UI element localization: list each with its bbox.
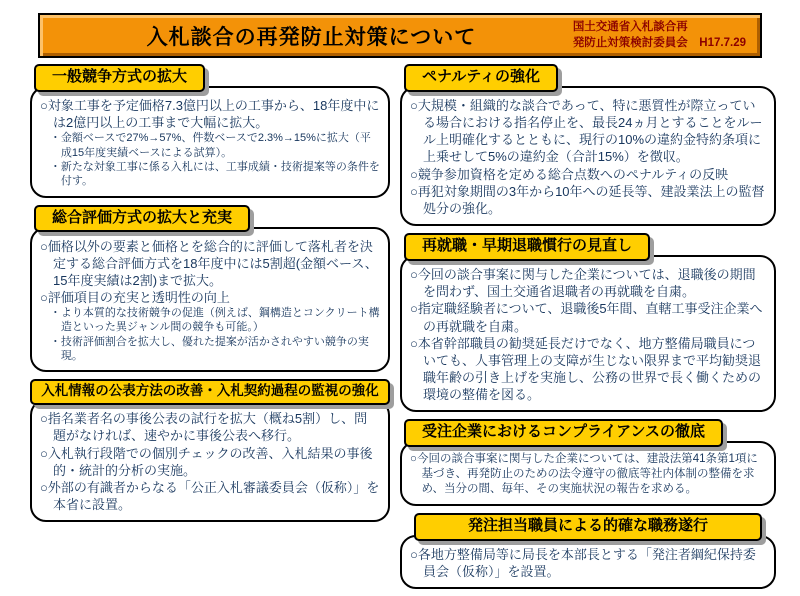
section-heading-tag bbox=[414, 513, 762, 541]
section-box bbox=[400, 441, 776, 506]
section-heading-tag bbox=[404, 233, 650, 261]
section-heading-tag bbox=[34, 205, 250, 233]
section-heading-tag bbox=[404, 419, 723, 447]
section-heading-text: 受注企業におけるコンプライアンスの徹底 bbox=[422, 423, 706, 441]
left-column bbox=[30, 64, 390, 596]
bullet-item: ○評価項目の充実と透明性の向上 bbox=[40, 289, 230, 305]
title-bar bbox=[38, 13, 762, 58]
bullet-item: ○今回の談合事案に関与した企業については、建設法第41条第1項に基づき、再発防止のための法令遵守の徹底等社内体制の整備を求め、当分の間、毎年、その実施状況の報告を求める。 bbox=[410, 453, 758, 496]
section-heading-text: 発注担当職員による的確な職務遂行 bbox=[467, 517, 708, 535]
section-heading-text: 入札情報の公表方法の改善・入札契約過程の監視の強化 bbox=[41, 383, 379, 399]
sub-bullet-item: ・新たな対象工事に係る入札には、工事成績・技術提案等の条件を付す。 bbox=[49, 160, 380, 188]
bullet-item: ○再犯対象期間の3年から10年への延長等、建設業法上の監督処分の強化。 bbox=[410, 183, 765, 216]
committee-credit bbox=[573, 20, 746, 51]
section-heading-text: ペナルティの強化 bbox=[422, 68, 541, 85]
committee-line1: 国土交通省入札談合再 bbox=[572, 20, 688, 33]
section-box bbox=[400, 86, 776, 226]
sub-bullet-item: ・より本質的な技術競争の促進（例えば、鋼構造とコンクリート構造といった異ジャンル間の競争も可能。） bbox=[49, 307, 380, 334]
content-columns bbox=[30, 64, 776, 596]
right-column bbox=[400, 64, 776, 596]
sub-bullet-item: ・技術評価割合を拡大し、優れた提案が活かされやすい競争の実現。 bbox=[49, 335, 369, 363]
bullet-item: ○入札執行段階での個別チェックの改善、入札結果の事後的・統計的分析の実施。 bbox=[40, 445, 373, 478]
bullet-item: ○各地方整備局等に局長を本部長とする「発注者綱紀保持委員会（仮称）」を設置。 bbox=[410, 546, 756, 580]
bullet-item: ○価格以外の要素と価格とを総合的に評価して落札者を決定する総合評価方式を18年度中には5割超(金額ベース、15年度実績は2割)まで拡大。 bbox=[40, 238, 378, 288]
section-heading-text: 再就職・早期退職慣行の見直し bbox=[422, 237, 633, 255]
section-penalty-strengthening bbox=[400, 64, 776, 226]
section-heading-tag bbox=[30, 379, 390, 405]
bullet-item: ○外部の有識者からなる「公正入札審議委員会（仮称）」を本省に設置。 bbox=[40, 479, 380, 512]
section-comprehensive-evaluation bbox=[30, 205, 390, 373]
bullet-item: ○競争参加資格を定める総合点数へのペナルティの反映 bbox=[410, 166, 729, 182]
section-heading-text: 一般競争方式の拡大 bbox=[52, 68, 188, 85]
bullet-item: ○今回の談合事案に関与した企業については、退職後の期間を問わず、国土交通省退職者の再就職を自粛。 bbox=[410, 267, 756, 300]
section-box bbox=[30, 86, 390, 198]
page-title: 入札談合の再発防止対策について bbox=[146, 25, 477, 49]
bullet-item: ○指名業者名の事後公表の試行を拡大（概ね5割）し、問題がなければ、速やかに事後公表へ移行。 bbox=[40, 411, 368, 444]
committee-line2: 発防止対策検討委員会 H17.7.29 bbox=[572, 36, 746, 49]
section-heading-text: 総合評価方式の拡大と充実 bbox=[52, 208, 233, 226]
bullet-item: ○指定職経験者について、退職後5年間、直轄工事受注企業への再就職を自粛。 bbox=[410, 301, 763, 334]
bullet-item: ○大規模・組織的な談合であって、特に悪質性が際立っている場合における指名停止を、最長24ヵ月とすることをルール上明確化するとともに、現行の10%の違約金特約条項に上乗せして5%の違約金（合計15%）を徴収。 bbox=[410, 98, 763, 165]
section-box bbox=[400, 535, 776, 589]
bullet-item: ○本省幹部職員の勧奨延長だけでなく、地方整備局職員についても、人事管理上の支障が生じない限界まで平均勧奨退職年齢の引き上げを実施し、公務の世界で長く働くための環境の整備を図る。 bbox=[410, 335, 762, 403]
section-box bbox=[30, 399, 390, 522]
section-contractor-compliance bbox=[400, 419, 776, 506]
section-heading-tag bbox=[404, 64, 558, 92]
section-bid-info-disclosure-monitoring bbox=[30, 379, 390, 522]
section-heading-tag bbox=[34, 64, 205, 92]
sub-bullet-item: ・金額ベースで27%→57%、件数ベースで2.3%→15%に拡大（平成15年度実績ベースによる試算）。 bbox=[49, 132, 371, 159]
section-box bbox=[30, 227, 390, 373]
section-box bbox=[400, 255, 776, 412]
section-general-competition-expansion bbox=[30, 64, 390, 198]
section-reemployment-practice-review bbox=[400, 233, 776, 412]
bullet-item: ○対象工事を予定価格7.3億円以上の工事から、18年度中には2億円以上の工事まで大幅に拡大。 bbox=[40, 98, 380, 131]
section-proper-duty-execution bbox=[400, 513, 776, 589]
